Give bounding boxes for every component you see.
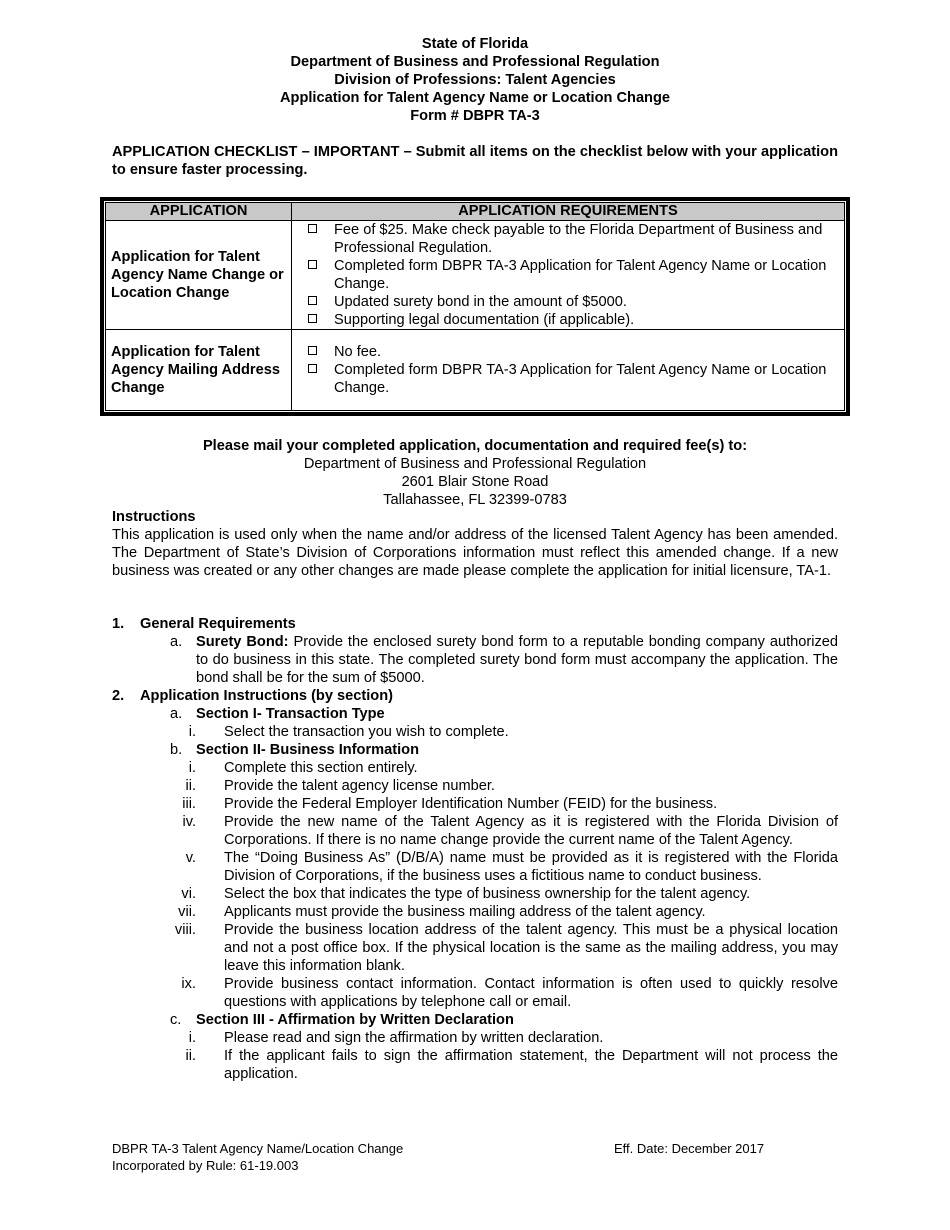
header-division: Division of Professions: Talent Agencies: [334, 72, 616, 88]
checkbox-icon: [308, 260, 317, 269]
table-row: [106, 330, 845, 411]
instruction-item: i. Complete this section entirely.: [188, 760, 418, 776]
mail-line-2: 2601 Blair Stone Road: [401, 474, 549, 490]
requirement-item: Completed form DBPR TA-3 Application for Talent Agency Name or Location Change.: [306, 361, 844, 397]
checklist-table: [100, 197, 850, 416]
header-department: Department of Business and Professional Regulation: [290, 54, 660, 70]
instruction-item: ii. Provide the talent agency license number.: [185, 778, 495, 794]
requirement-item: Fee of $25. Make check payable to the Florida Department of Business and Professional Regulation.: [306, 221, 844, 257]
requirement-item: Updated surety bond in the amount of $5000.: [306, 293, 844, 311]
instruction-item: viii. Provide the business location address of the talent agency. This must be a physical location and not a post office box. If the physical location is the same as the mailing address, you may leave this information blank.: [174, 922, 838, 974]
application-instructions: [112, 687, 838, 1083]
instruction-item: v. The “Doing Business As” (D/B/A) name must be provided as it is registered with the Florida Division of Corporations, if the business uses a fictitious name to conduct business.: [185, 850, 838, 884]
header-form-number: Form # DBPR TA-3: [410, 108, 540, 124]
table-header-application: APPLICATION: [106, 203, 292, 221]
instruction-item: i. Please read and sign the affirmation by written declaration.: [188, 1030, 604, 1046]
requirement-item: No fee.: [306, 343, 844, 361]
instruction-item: ii. If the applicant fails to sign the affirmation statement, the Department will not process the application.: [185, 1048, 838, 1082]
checklist-intro: APPLICATION CHECKLIST – IMPORTANT – Submit all items on the checklist below with your application to ensure faster processing.: [112, 144, 838, 178]
header-state: State of Florida: [421, 36, 529, 52]
application-instructions-heading: 2. Application Instructions (by section): [112, 688, 393, 704]
page-footer: [112, 1140, 838, 1174]
checkbox-icon: [308, 364, 317, 373]
mail-line-1: Department of Business and Professional Regulation: [303, 456, 647, 472]
header-application-title: Application for Talent Agency Name or Location Change: [279, 90, 671, 106]
checkbox-icon: [308, 224, 317, 233]
instruction-item: iii. Provide the Federal Employer Identification Number (FEID) for the business.: [182, 796, 718, 812]
footer-form-name: DBPR TA-3 Talent Agency Name/Location Change: [112, 1141, 404, 1156]
surety-bond-item: a. Surety Bond: Provide the enclosed surety bond form to a reputable bonding company authorized to do business in this state. The completed surety bond form must accompany the application. The bond shall be for the sum of $5000.: [170, 634, 839, 686]
instructions-section: [112, 508, 838, 580]
general-requirements: [112, 615, 838, 687]
table-header-requirements: APPLICATION REQUIREMENTS: [292, 203, 845, 221]
checkbox-icon: [308, 296, 317, 305]
application-type: Application for Talent Agency Name Change or Location Change: [106, 221, 292, 330]
section-heading: b. Section II- Business Information: [170, 742, 419, 758]
requirement-item: Supporting legal documentation (if applicable).: [306, 311, 844, 329]
requirements-cell: [292, 330, 845, 411]
mail-heading: Please mail your completed application, documentation and required fee(s) to:: [202, 438, 748, 454]
section-heading: c. Section III - Affirmation by Written Declaration: [170, 1012, 514, 1028]
checkbox-icon: [308, 346, 317, 355]
footer-effective-date: Eff. Date: December 2017: [614, 1141, 765, 1156]
instruction-item: vi. Select the box that indicates the type of business ownership for the talent agency.: [181, 886, 751, 902]
requirements-cell: [292, 221, 845, 330]
requirement-item: Completed form DBPR TA-3 Application for Talent Agency Name or Location Change.: [306, 257, 844, 293]
instruction-item: iv. Provide the new name of the Talent Agency as it is registered with the Florida Division of Corporations. If there is no name change provide the current name of the Talent Agency.: [182, 814, 838, 848]
instruction-item: ix. Provide business contact information. Contact information is often used to quickly resolve questions with applications by telephone call or email.: [181, 976, 838, 1010]
checkbox-icon: [308, 314, 317, 323]
instructions-body: This application is used only when the name and/or address of the licensed Talent Agency has been amended. The Department of State’s Division of Corporations information must reflect this amended change. If a new business was created or any other changes are made please complete the application for initial licensure, TA-1.: [112, 527, 838, 579]
table-row: [106, 221, 845, 330]
application-type: Application for Talent Agency Mailing Address Change: [106, 330, 292, 411]
footer-rule: Incorporated by Rule: 61-19.003: [112, 1158, 299, 1173]
instruction-item: i. Select the transaction you wish to complete.: [188, 724, 509, 740]
section-heading: a. Section I- Transaction Type: [170, 706, 385, 722]
mail-line-3: Tallahassee, FL 32399-0783: [383, 492, 567, 508]
mailing-address-block: [112, 437, 838, 509]
form-page: [111, 35, 839, 1082]
instruction-item: vii. Applicants must provide the business mailing address of the talent agency.: [178, 904, 706, 920]
form-header: [112, 35, 838, 125]
general-requirements-heading: 1. General Requirements: [112, 616, 296, 632]
instructions-heading: Instructions: [112, 509, 196, 525]
